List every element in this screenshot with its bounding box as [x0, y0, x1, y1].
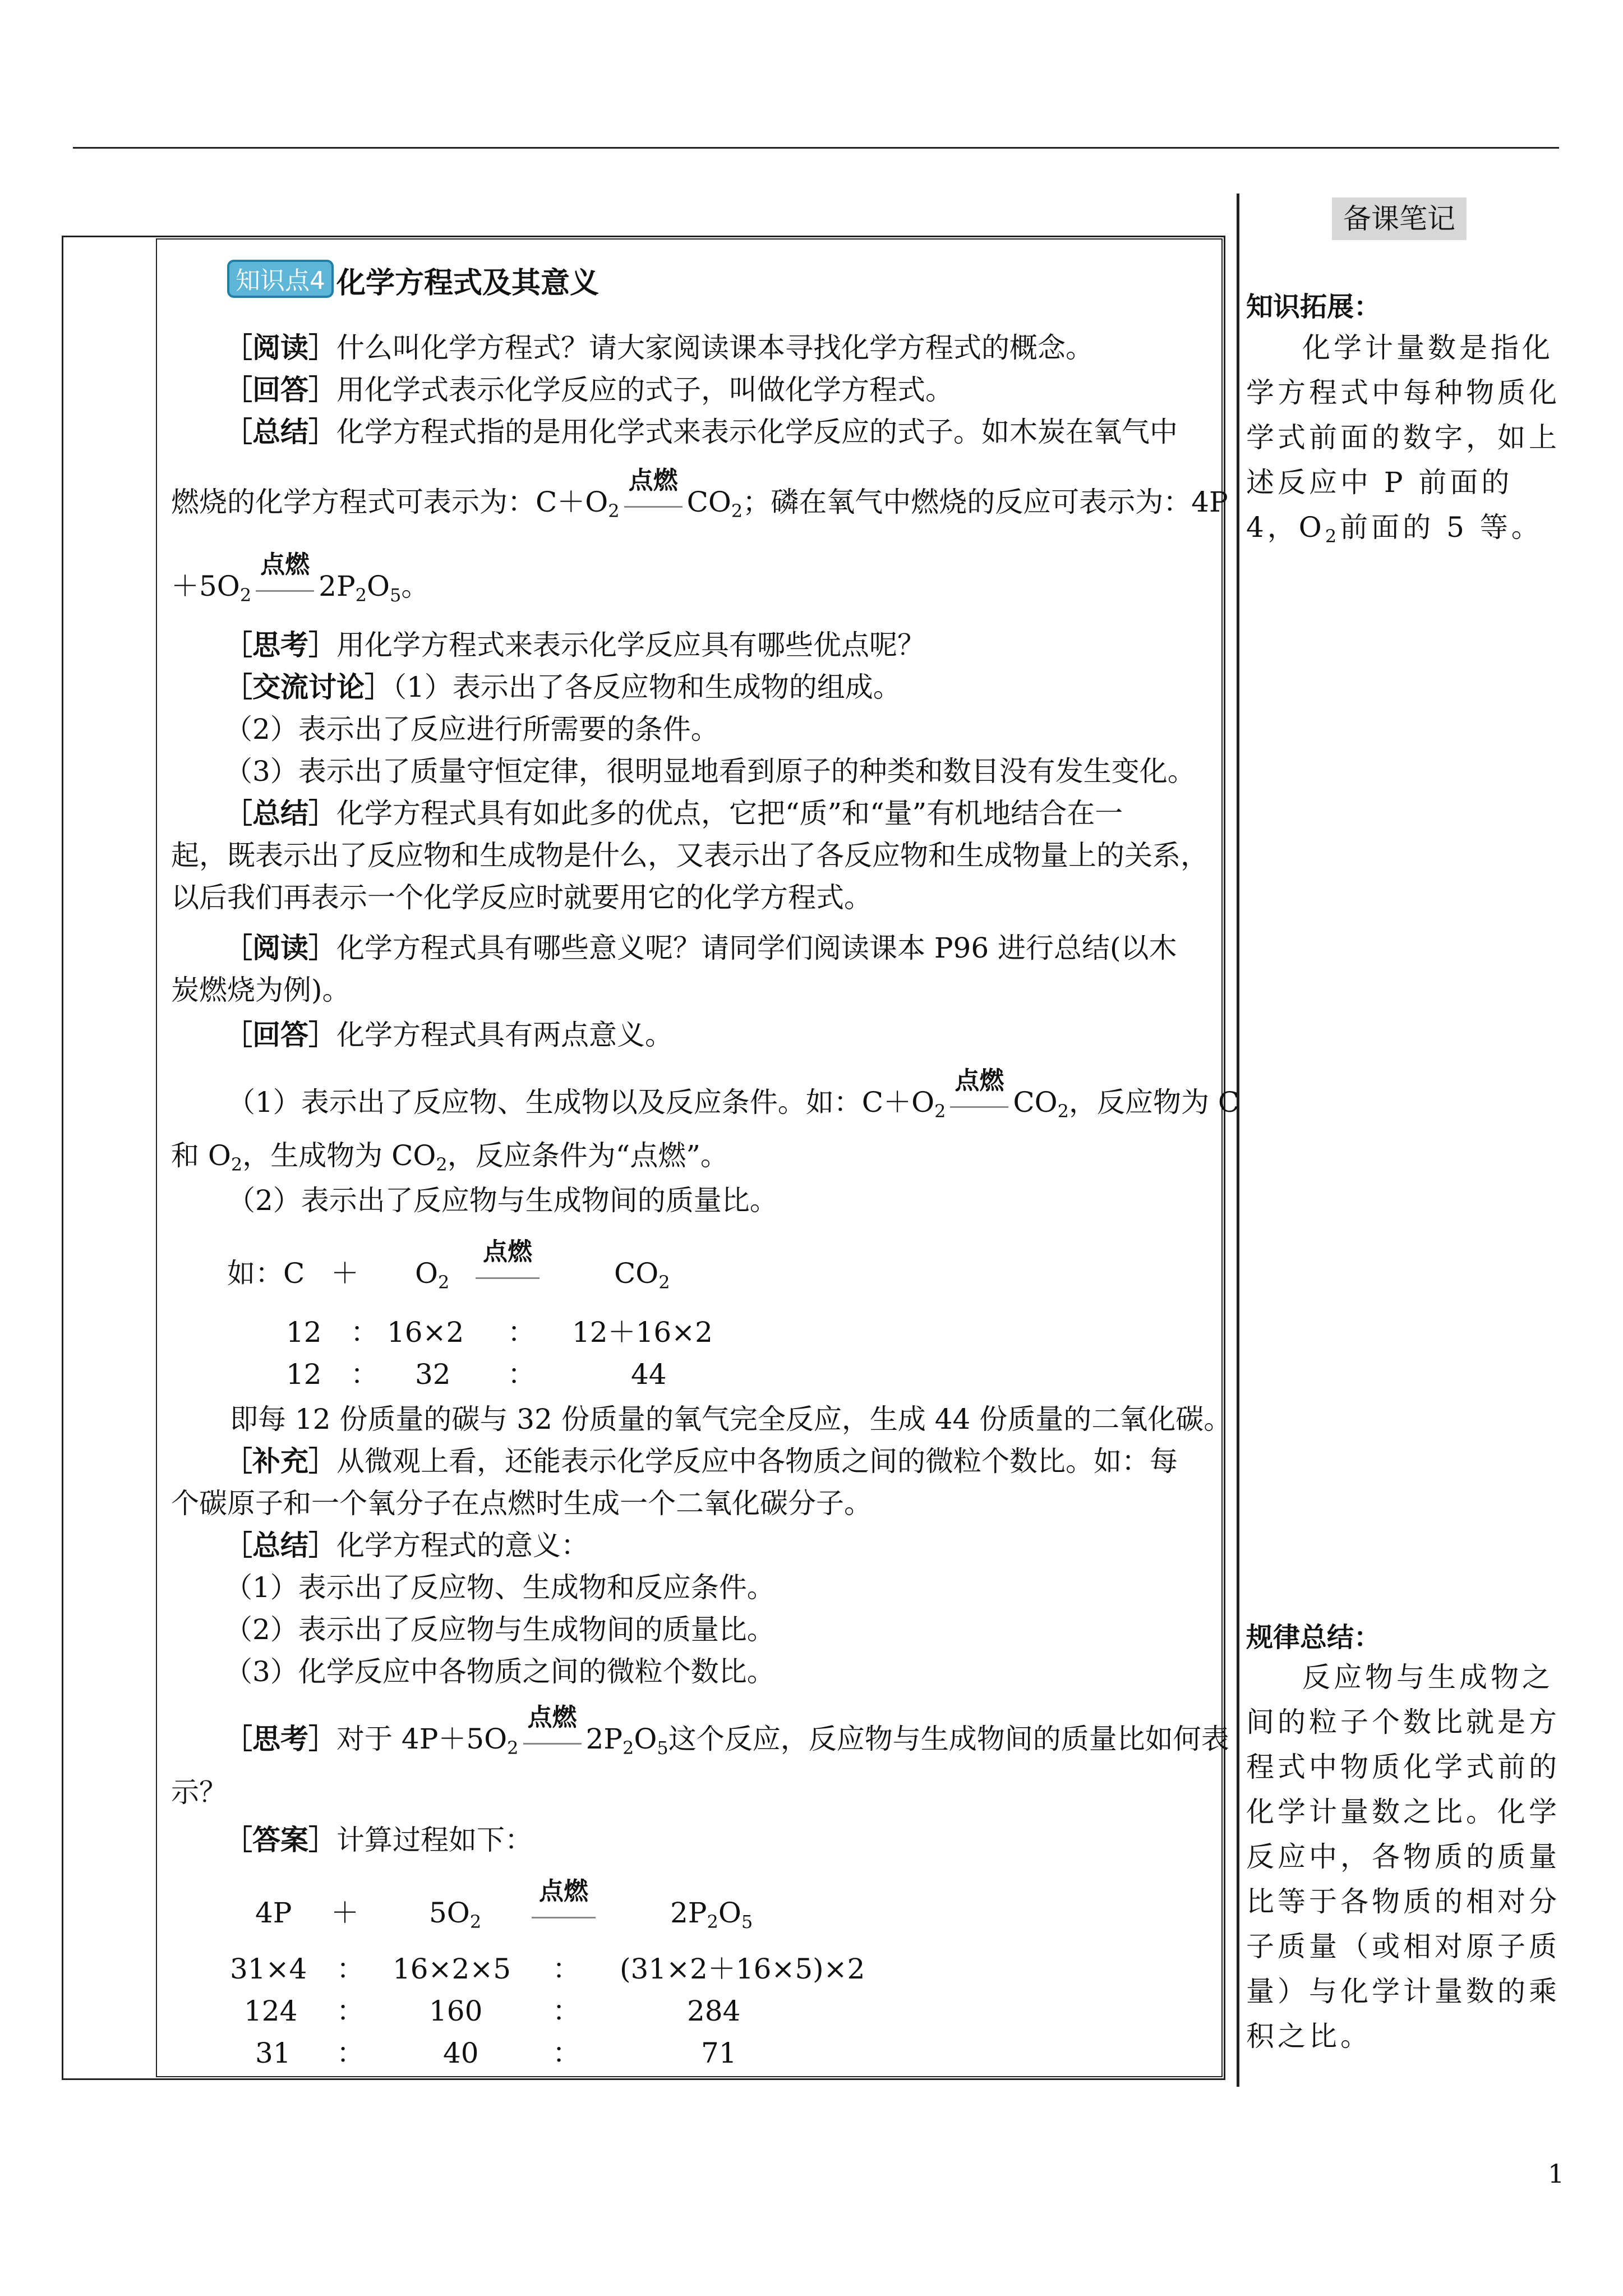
notes-divider	[1237, 194, 1239, 2087]
eq2-row3-a: 31	[255, 2037, 291, 2069]
eq1-row1-a: 12	[286, 1316, 322, 1349]
reaction-condition: 点燃	[946, 1083, 1013, 1122]
eq2-row1-colon1: ：	[336, 1953, 365, 1985]
reaction-condition: 点燃	[519, 1719, 586, 1759]
eq2-row3-colon2: ：	[552, 2037, 580, 2069]
line-equation-phosphorus: $+5O_2$ 点燃 $2P_2O_5$。	[171, 550, 430, 606]
line-read-2b: 炭燃烧为例)。	[171, 974, 351, 1006]
eq1-co2: $CO_2$	[614, 1257, 670, 1293]
eq1-row2-a: 12	[286, 1358, 322, 1391]
eq1-row1-colon1: ：	[351, 1316, 379, 1349]
line-summary-1: ［总结］化学方程式指的是用化学式来表示化学反应的式子。如木炭在氧气中	[224, 415, 1178, 448]
side-note-rules: 反应物与生成物之间的粒子个数比就是方程式中物质化学式前的化学计量数之比。化学反应中，各物质的质量比等于各物质的相对分子质量（或相对原子质量）与化学计量数的乘积之比。	[1246, 1661, 1560, 2053]
line-meaning-1: （1）表示出了反应物、生成物以及反应条件。如：$C+O_2$ 点燃 $CO_2$，反应物为 C	[227, 1066, 1240, 1122]
eq2-p2o5: $2P_2O_5$	[670, 1897, 753, 1932]
eq1-plus: ＋	[331, 1257, 359, 1290]
eq2-row1-a: 31×4	[230, 1953, 307, 1985]
eq1-condition: 点燃	[471, 1254, 544, 1293]
line-discuss-2: （2）表示出了反应进行所需要的条件。	[224, 713, 719, 746]
eq2-row1-b: 16×2×5	[393, 1953, 511, 1985]
line-supplement-b: 个碳原子和一个氧分子在点燃时生成一个二氧化碳分子。	[171, 1487, 872, 1520]
line-answer-2: ［回答］化学方程式具有两点意义。	[224, 1018, 673, 1051]
line-summary-2: ［总结］化学方程式具有如此多的优点，它把“质”和“量”有机地结合在一	[224, 797, 1123, 830]
section-badge: 知识点4	[227, 260, 334, 298]
eq2-row1-c: (31×2＋16×5)×2	[620, 1953, 865, 1985]
eq1-row2-c: 44	[631, 1358, 667, 1391]
eq2-row3-colon1: ：	[336, 2037, 365, 2069]
section-title: 化学方程式及其意义	[336, 266, 600, 300]
side-note-extension: 化学计量数是指化学方程式中每种物质化学式前面的数字，如上述反应中 P 前面的 4，$O_2$前面的 5 等。	[1246, 332, 1560, 547]
line-supplement: ［补充］从微观上看，还能表示化学反应中各物质之间的微粒个数比。如：每	[224, 1444, 1178, 1478]
line-answer-1: ［回答］用化学式表示化学反应的式子，叫做化学方程式。	[224, 373, 953, 406]
line-read-1: ［阅读］什么叫化学方程式？请大家阅读课本寻找化学方程式的概念。	[224, 331, 1094, 364]
line-summary-3b: （2）表示出了反应物与生成物间的质量比。	[224, 1613, 775, 1646]
page-number: 1	[1548, 2159, 1565, 2189]
line-summary-3a: （1）表示出了反应物、生成物和反应条件。	[224, 1571, 775, 1604]
eq1-row1-colon2: ：	[508, 1316, 536, 1349]
line-meaning-1b: 和 $O_2$，生成物为 $CO_2$，反应条件为“点燃”。	[171, 1139, 728, 1175]
eq2-row2-b: 160	[429, 1995, 483, 2027]
eq2-row2-colon1: ：	[336, 1995, 365, 2027]
line-equation-carbon: 燃烧的化学方程式可表示为：$C+O_2$ 点燃 $CO_2$；磷在氧气中燃烧的反应可表示为：4P	[171, 466, 1228, 522]
side-heading-extension: 知识拓展：	[1246, 291, 1381, 323]
line-discuss-3: （3）表示出了质量守恒定律，很明显地看到原子的种类和数目没有发生变化。	[224, 755, 1196, 788]
line-discuss-1: ［交流讨论］（1）表示出了各反应物和生成物的组成。	[224, 670, 901, 703]
eq2-row1-colon2: ：	[552, 1953, 580, 1985]
line-summary-3c: （3）化学反应中各物质之间的微粒个数比。	[224, 1655, 775, 1688]
eq2-row2-c: 284	[687, 1995, 741, 2027]
reaction-condition: 点燃	[620, 482, 687, 522]
line-meaning-2: （2）表示出了反应物与生成物间的质量比。	[227, 1184, 778, 1217]
eq1-row2-colon2: ：	[508, 1358, 536, 1391]
line-think-1: ［思考］用化学方程式来表示化学反应具有哪些优点呢？	[224, 628, 925, 661]
eq1-reactant-c: 如：C	[227, 1257, 305, 1290]
eq1-row1-c: 12＋16×2	[572, 1316, 713, 1349]
eq1-row2-b: 32	[415, 1358, 451, 1391]
line-mass-explain: 即每 12 份质量的碳与 32 份质量的氧气完全反应，生成 44 份质量的二氧化碳。	[230, 1403, 1232, 1435]
line-think-2: ［思考］对于 $4P+5O_2$ 点燃 $2P_2O_5$这个反应，反应物与生成物间的质量比如何表	[224, 1703, 1229, 1759]
header-rule	[73, 147, 1559, 149]
eq1-row1-b: 16×2	[387, 1316, 464, 1349]
side-heading-rules: 规律总结：	[1246, 1622, 1381, 1653]
line-summary-2c: 以后我们再表示一个化学反应时就要用它的化学方程式。	[171, 881, 872, 914]
eq1-row2-colon1: ：	[351, 1358, 379, 1391]
line-summary-3: ［总结］化学方程式的意义：	[224, 1529, 589, 1562]
notes-title: 备课笔记	[1332, 197, 1467, 240]
line-think-2b: 示？	[171, 1776, 227, 1809]
eq2-row3-b: 40	[443, 2037, 479, 2069]
eq2-row3-c: 71	[701, 2037, 737, 2069]
reaction-condition: 点燃	[251, 567, 319, 606]
eq2-4p: 4P	[255, 1897, 292, 1929]
line-read-2: ［阅读］化学方程式具有哪些意义呢？请同学们阅读课本 P96 进行总结(以木	[224, 931, 1177, 964]
line-answer-3: ［答案］计算过程如下：	[224, 1823, 533, 1856]
eq2-row2-colon2: ：	[552, 1995, 580, 2027]
eq2-5o2: $5O_2$	[429, 1897, 482, 1932]
eq1-o2: $O_2$	[415, 1257, 450, 1293]
eq2-condition: 点燃	[527, 1893, 600, 1932]
eq2-row2-a: 124	[244, 1995, 298, 2027]
line-summary-2b: 起，既表示出了反应物和生成物是什么，又表示出了各反应物和生成物量上的关系，	[171, 839, 1209, 872]
eq2-plus: ＋	[331, 1897, 359, 1929]
